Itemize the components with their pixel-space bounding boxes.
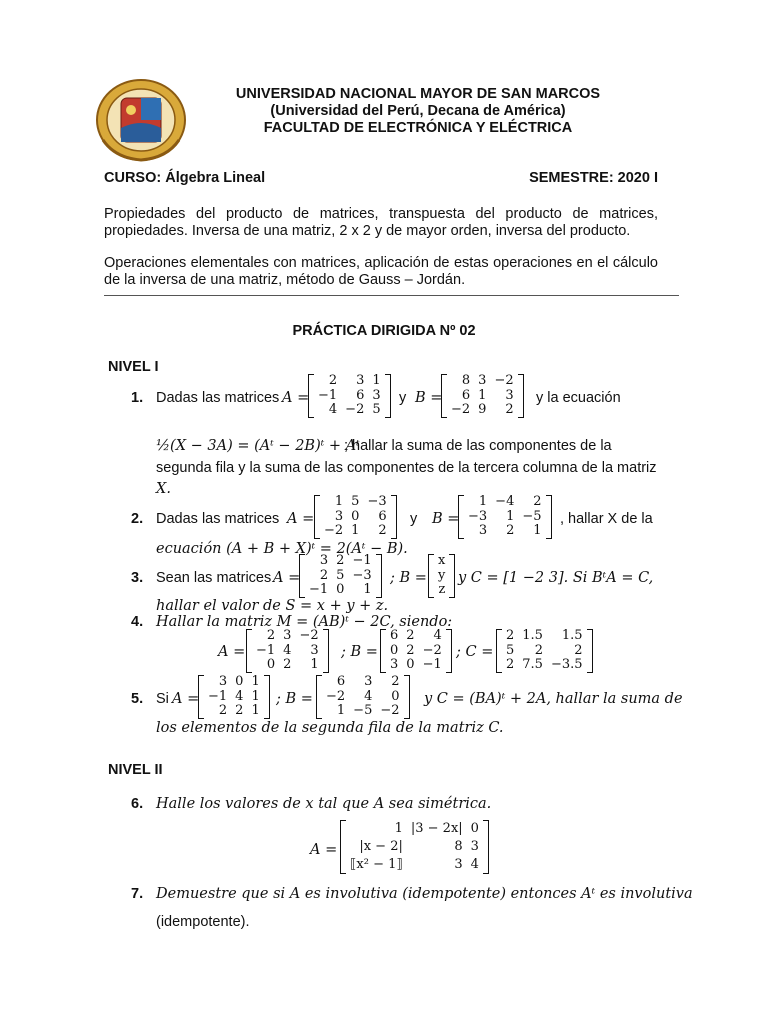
matrix-cell: −1 — [352, 553, 372, 568]
matrix-cell: 1 — [251, 674, 260, 689]
matrix-cell: 2 — [218, 703, 228, 718]
problem-4-number: 4. — [131, 614, 144, 630]
matrix-cell: 9 — [478, 402, 487, 417]
faculty-name: FACULTAD DE ELECTRÓNICA Y ELÉCTRICA — [263, 120, 573, 136]
problem-1-y: y — [399, 390, 407, 406]
matrix-cell: −4 — [495, 494, 515, 509]
matrix-cell: 0 — [391, 688, 400, 704]
matrix-cell: 1.5 — [522, 628, 543, 643]
problem-4-matrix-A — [246, 629, 329, 673]
problem-7-line-2: (idempotente). — [156, 914, 250, 930]
problem-2-intro: Dadas las matrices — [156, 511, 280, 527]
matrix-cell: 6 — [390, 628, 399, 643]
problem-1-number: 1. — [131, 390, 144, 406]
matrix-cell: −5 — [353, 703, 373, 718]
matrix-right-bracket — [264, 675, 270, 719]
problem-2-matrix-A — [314, 495, 397, 539]
matrix-cell: 3 — [390, 657, 399, 672]
matrix-cell: −1 — [318, 387, 338, 403]
matrix-cell: −2 — [299, 628, 319, 643]
problem-2-y: y — [410, 511, 418, 527]
problem-2-tail: , hallar X de la — [560, 511, 653, 527]
matrix-cell: 5 — [336, 567, 345, 583]
problem-1-tail: y la ecuación — [536, 390, 621, 406]
matrix-cell: 3 — [454, 857, 463, 872]
matrix-right-bracket — [587, 629, 593, 673]
problem-6-matrix-A — [340, 820, 489, 874]
matrix-cell: 3 — [356, 373, 365, 388]
matrix-cell: 0 — [406, 657, 415, 672]
matrix-cell: 2 — [406, 628, 415, 643]
problem-5-matrix-B — [316, 675, 410, 719]
problem-3-rest: hallar el valor de S = x + y + z. — [156, 598, 389, 614]
problem-2-matrix-B — [458, 495, 552, 539]
matrix-cell: −1 — [422, 657, 442, 672]
matrix-right-bracket — [449, 554, 455, 598]
problem-4-matrix-C — [496, 629, 593, 673]
problem-4-matrix-B — [380, 629, 452, 673]
problem-3-C-eq: y C = [1 −2 3]. Si BᵗA = C, — [458, 570, 654, 586]
matrix-cell: |3 − 2x| — [410, 821, 463, 836]
problem-1-rest-3: X. — [156, 481, 171, 497]
matrix-cell: 4 — [433, 628, 442, 643]
problem-2-rest: ecuación (A + B + X)ᵗ = 2(Aᵗ − B). — [156, 541, 408, 557]
problem-2-B-eq: B = — [432, 511, 460, 527]
matrix-cell: 4 — [328, 402, 338, 417]
matrix-cell: 1 — [251, 688, 260, 704]
matrix-right-bracket — [546, 495, 552, 539]
matrix-cell: 2 — [533, 494, 542, 509]
matrix-cell: 6 — [461, 387, 471, 403]
problem-5-B-eq: ; B = — [276, 691, 313, 707]
matrix-cell: 0 — [390, 642, 399, 658]
problem-5-matrix-A — [198, 675, 270, 719]
matrix-cell: 2 — [574, 642, 583, 658]
matrix-cell: 3 — [372, 387, 381, 403]
matrix-cell: 4 — [470, 857, 479, 872]
matrix-cell: −2 — [326, 688, 346, 704]
matrix-right-bracket — [483, 820, 489, 874]
matrix-cell: −3 — [352, 567, 372, 583]
matrix-cell: 1 — [310, 657, 319, 672]
matrix-cell: 1 — [334, 494, 344, 509]
matrix-cell: 2 — [534, 642, 543, 658]
university-subtitle: (Universidad del Perú, Decana de América) — [270, 103, 566, 119]
matrix-cell: 3 — [334, 508, 344, 524]
matrix-cell: z — [438, 582, 446, 597]
problem-6-number: 6. — [131, 796, 144, 812]
matrix-cell: 1 — [533, 523, 542, 538]
matrix-cell: 1 — [478, 387, 487, 403]
problem-1-equation: ½(X − 3A) = (Aᵗ − 2B)ᵗ + Aᵗ — [156, 438, 360, 454]
matrix-cell: 6 — [356, 387, 365, 403]
matrix-cell: 0 — [336, 582, 345, 597]
problem-1-matrix-B — [441, 374, 524, 418]
matrix-cell: −2 — [324, 523, 344, 538]
matrix-cell: 1 — [336, 703, 346, 718]
matrix-cell: 2 — [283, 657, 292, 672]
problem-3-matrix-A — [299, 554, 382, 598]
matrix-cell: 3 — [218, 674, 228, 689]
matrix-cell: 2 — [266, 628, 276, 643]
matrix-cell: 3 — [310, 642, 319, 658]
matrix-cell: −1 — [256, 642, 276, 658]
matrix-cell: 2 — [235, 703, 244, 718]
matrix-cell: −1 — [208, 688, 228, 704]
university-name: UNIVERSIDAD NACIONAL MAYOR DE SAN MARCOS — [235, 86, 601, 102]
matrix-cell: 2 — [506, 523, 515, 538]
problem-5-rest: los elementos de la segunda fila de la matriz C. — [156, 720, 504, 736]
problem-4-B-eq: ; B = — [341, 644, 378, 660]
problem-5-intro: Si — [156, 691, 169, 707]
matrix-cell: −2 — [380, 703, 400, 718]
matrix-cell: 1 — [351, 523, 360, 538]
matrix-cell: 5 — [506, 642, 515, 658]
matrix-cell: −2 — [345, 402, 365, 417]
matrix-right-bracket — [385, 374, 391, 418]
matrix-cell: 3 — [478, 373, 487, 388]
matrix-cell: −2 — [494, 373, 514, 388]
practice-title: PRÁCTICA DIRIGIDA Nº 02 — [292, 323, 476, 339]
problem-4-C-eq: ; C = — [456, 644, 494, 660]
problem-3-number: 3. — [131, 570, 144, 586]
problem-5-number: 5. — [131, 691, 144, 707]
matrix-cell: −3 — [468, 508, 488, 524]
matrix-cell: −5 — [522, 508, 542, 524]
course-label: CURSO: Álgebra Lineal — [104, 170, 266, 186]
matrix-cell: 6 — [336, 674, 346, 689]
problem-5-A-eq: A = — [172, 691, 200, 707]
matrix-cell: −1 — [309, 582, 329, 597]
matrix-cell: 2 — [506, 628, 515, 643]
matrix-cell: 2 — [391, 674, 400, 689]
matrix-cell: 2 — [336, 553, 345, 568]
matrix-cell: 8 — [454, 839, 463, 854]
problem-5-tail: y C = (BA)ᵗ + 2A, hallar la suma de — [424, 691, 683, 707]
problem-6-A-eq: A = — [310, 842, 338, 858]
matrix-cell: 2 — [406, 642, 415, 658]
matrix-cell: 4 — [235, 688, 244, 704]
matrix-cell: 3 — [470, 839, 479, 854]
nivel-2-heading: NIVEL II — [108, 762, 163, 778]
problem-1-rest-1: ; hallar la suma de las componentes de la — [344, 438, 612, 454]
matrix-cell: 8 — [461, 373, 471, 388]
problem-1-rest-2: segunda fila y la suma de las componentes de la tercera columna de la matriz — [156, 460, 657, 476]
matrix-cell: −3.5 — [550, 657, 583, 672]
matrix-cell: 2 — [328, 373, 338, 388]
matrix-right-bracket — [391, 495, 397, 539]
matrix-cell: 4 — [283, 642, 292, 658]
matrix-cell: 1 — [478, 494, 488, 509]
problem-7-number: 7. — [131, 886, 144, 902]
matrix-cell: 6 — [378, 508, 387, 524]
problem-1-intro: Dadas las matrices — [156, 390, 280, 406]
matrix-cell: 0 — [235, 674, 244, 689]
matrix-cell: 1 — [363, 582, 372, 597]
matrix-cell: −2 — [451, 402, 471, 417]
matrix-cell: 0 — [351, 508, 360, 524]
matrix-cell: 3 — [364, 674, 373, 689]
matrix-cell: 2 — [505, 402, 514, 417]
matrix-cell: 5 — [372, 402, 381, 417]
university-seal — [95, 78, 187, 162]
matrix-cell: 0 — [266, 657, 276, 672]
matrix-cell: 2 — [506, 657, 515, 672]
problem-3-intro: Sean las matrices — [156, 570, 272, 586]
matrix-cell: 1 — [372, 373, 381, 388]
matrix-cell: 1 — [506, 508, 515, 524]
matrix-right-bracket — [446, 629, 452, 673]
problem-1-matrix-A — [308, 374, 391, 418]
matrix-cell: 4 — [364, 688, 373, 704]
matrix-right-bracket — [404, 675, 410, 719]
matrix-right-bracket — [323, 629, 329, 673]
matrix-cell: 3 — [478, 523, 488, 538]
matrix-cell: 5 — [351, 494, 360, 509]
matrix-cell: −3 — [367, 494, 387, 509]
problem-3-B-eq: ; B = — [390, 570, 427, 586]
matrix-cell: 3 — [283, 628, 292, 643]
nivel-1-heading: NIVEL I — [108, 359, 159, 375]
divider — [104, 295, 679, 296]
semester-label: SEMESTRE: 2020 I — [529, 170, 658, 186]
matrix-cell: 3 — [319, 553, 329, 568]
matrix-cell: ⟦x² − 1⟧ — [350, 857, 403, 872]
problem-2-number: 2. — [131, 511, 144, 527]
matrix-cell: 1.5 — [561, 628, 583, 643]
problem-4-intro: Hallar la matriz M = (AB)ᵗ − 2C, siendo: — [156, 614, 453, 630]
problem-7-line-1: Demuestre que si A es involutiva (idempotente) entonces Aᵗ es involutiva — [156, 886, 693, 902]
problem-3-matrix-B — [428, 554, 455, 598]
description-paragraph-2: Operaciones elementales con matrices, aplicación de estas operaciones en el cálculo de la inversa de una matriz, método de Gauss – Jordán. — [104, 255, 658, 288]
problem-4-A-eq: A = — [218, 644, 246, 660]
matrix-cell: x — [438, 553, 446, 568]
matrix-cell: 2 — [378, 523, 387, 538]
problem-1-B-eq: B = — [415, 390, 443, 406]
matrix-cell: 3 — [505, 387, 514, 403]
matrix-cell: 1 — [251, 703, 260, 718]
problem-1-A-eq: A = — [282, 390, 310, 406]
matrix-cell: 2 — [319, 567, 329, 583]
matrix-cell: −2 — [422, 642, 442, 658]
problem-6-text: Halle los valores de x tal que A sea simétrica. — [156, 796, 492, 812]
matrix-right-bracket — [518, 374, 524, 418]
description-paragraph-1: Propiedades del producto de matrices, transpuesta del producto de matrices, propiedades. Inversa de una matriz, 2 x 2 y de mayor orden, inversa del producto. — [104, 206, 658, 239]
matrix-cell: |x − 2| — [359, 839, 403, 854]
matrix-cell: 7.5 — [522, 657, 543, 672]
matrix-cell: y — [438, 567, 446, 583]
matrix-cell: 1 — [394, 821, 403, 836]
matrix-cell: 0 — [470, 821, 479, 836]
problem-3-A-eq: A = — [273, 570, 301, 586]
matrix-right-bracket — [376, 554, 382, 598]
problem-2-A-eq: A = — [287, 511, 315, 527]
